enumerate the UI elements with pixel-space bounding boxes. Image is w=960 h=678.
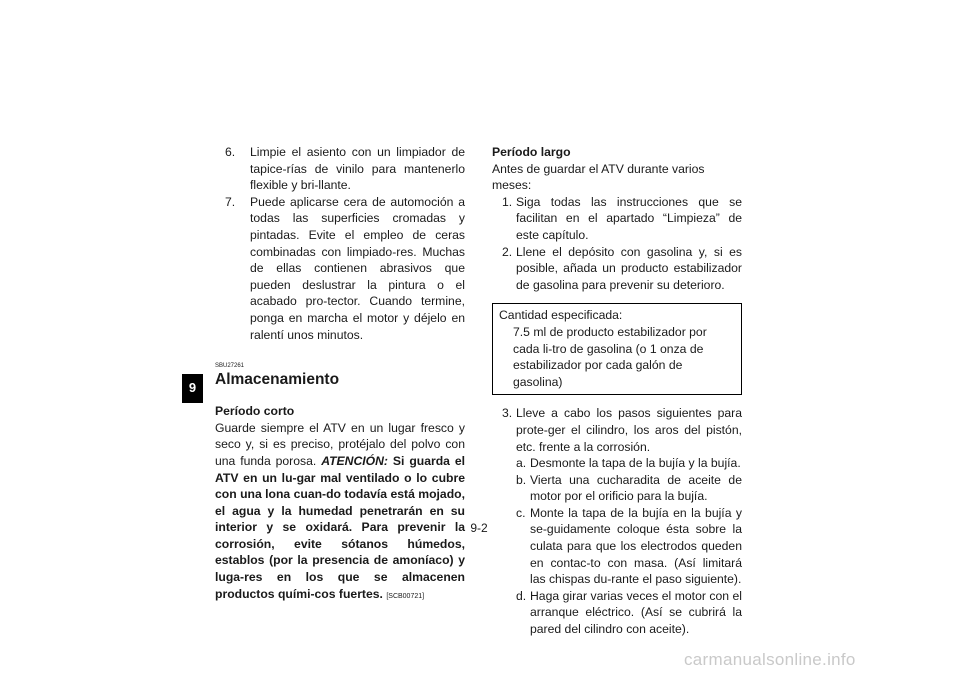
caution-code: [SCB00721] <box>386 592 425 600</box>
spec-value: 7.5 ml de producto estabilizador por cada li-tro de gasolina (o 1 onza de estabilizador por cada galón de gasolina) <box>513 324 707 389</box>
sub-item-letter: b. <box>516 472 527 487</box>
sub-item-letter: c. <box>516 505 526 520</box>
item-number: 3. <box>502 406 513 421</box>
short-storage-text: Guarde siempre el ATV en un lugar fresco y seco y, si es preciso, protéjalo del polvo con una funda porosa. <box>215 420 465 468</box>
sub-item-letter: d. <box>516 588 527 603</box>
short-storage-title: Período corto <box>215 404 295 419</box>
sub-list-item <box>492 455 742 472</box>
sub-item-letter: a. <box>516 456 527 471</box>
specification-box <box>492 303 742 395</box>
long-storage-intro: Antes de guardar el ATV durante varios meses: <box>492 161 705 193</box>
item-number: 1. <box>502 194 513 209</box>
list-item <box>492 405 742 455</box>
long-storage-title: Período largo <box>492 145 571 159</box>
item-text: Llene el depósito con gasolina y, si es posible, añada un producto estabilizador de gasolina para prevenir su deterioro. <box>516 244 742 292</box>
sub-item-text: Haga girar varias veces el motor con el arranque eléctrico. (Así se cubrirá la pared del cilindro con aceite). <box>530 588 742 637</box>
item-text: Siga todas las instrucciones que se facilitan en el apartado “Limpieza” de este capítulo. <box>516 194 742 242</box>
list-item <box>215 144 465 194</box>
left-column <box>215 144 465 605</box>
sub-list-item <box>492 472 742 505</box>
caution-text: Si guarda el ATV en un lu-gar mal ventilado o lo cubre con una lona cuan-do todavía está mojado, el agua y la humedad penetrarán en su interior y se oxidará. Para prevenir la corrosión, evite sótanos húmedos, establos (por la presencia de amoníaco) y luga-res en los que se almacenen productos quími-cos fuertes. <box>215 453 466 601</box>
sub-list-item <box>492 505 742 588</box>
section-tab: 9 <box>182 374 203 403</box>
section-code: SBU27261 <box>215 363 245 370</box>
sub-item-text: Monte la tapa de la bujía en la bujía y se-guidamente coloque ésta sobre la culata para que los electrodos queden en contac-to con masa. (Así limitará las chispas du-rante el paso siguiente). <box>530 505 742 587</box>
item-number: 7. <box>225 194 236 209</box>
list-item <box>492 244 742 294</box>
right-column <box>492 144 742 638</box>
sub-list-item <box>492 588 742 638</box>
item-text: Lleve a cabo los pasos siguientes para prote-ger el cilindro, los aros del pistón, etc. frente a la corrosión. <box>516 406 742 454</box>
item-text: Puede aplicarse cera de automoción a todas las superficies cromadas y pintadas. Evite el empleo de ceras combinadas con limpiado-res. Muchas de ellas contienen abrasivos que pueden deslustrar la pintura o el acabado pro-tector. Cuando termine, ponga en marcha el motor y déjelo en ralentí unos minutos. <box>250 194 465 342</box>
short-storage-paragraph <box>215 420 465 606</box>
footer-watermark: carmanualsonline.info <box>684 650 856 669</box>
caution-label: ATENCIÓN: <box>321 453 388 468</box>
sub-item-text: Desmonte la tapa de la bujía y la bujía. <box>530 456 741 471</box>
item-number: 2. <box>502 244 513 259</box>
page-number: 9-2 <box>470 521 488 535</box>
list-item <box>215 194 465 343</box>
sub-item-text: Vierta una cucharadita de aceite de motor por el orificio para la bujía. <box>530 472 742 504</box>
item-text: Limpie el asiento con un limpiador de tapice-rías de vinilo para mantenerlo flexible y bri-llante. <box>250 145 465 193</box>
section-heading: Almacenamiento <box>215 371 340 389</box>
spec-label: Cantidad especificada: <box>499 308 623 323</box>
list-item <box>492 194 742 244</box>
item-number: 6. <box>225 145 236 159</box>
